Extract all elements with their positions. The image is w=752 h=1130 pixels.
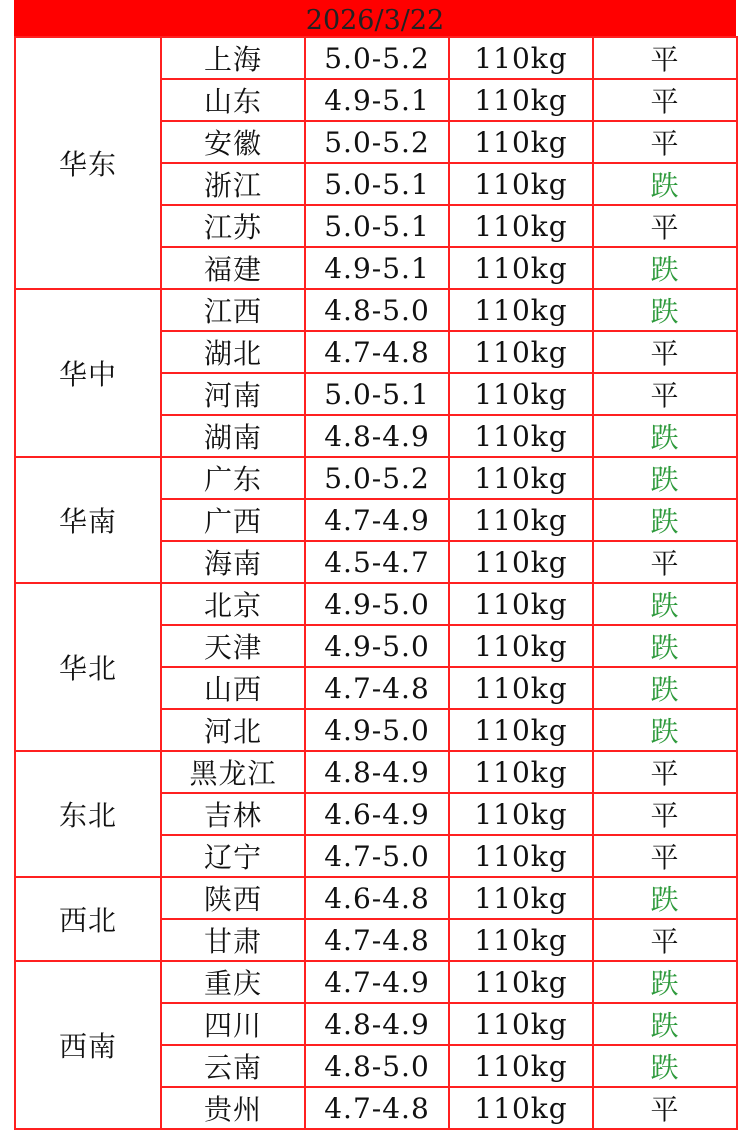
province-cell: 广西: [161, 499, 305, 541]
price-range-cell: 4.7-4.8: [305, 331, 449, 373]
province-cell: 北京: [161, 583, 305, 625]
trend-cell: 跌: [593, 709, 737, 751]
weight-cell: 110kg: [449, 541, 593, 583]
province-cell: 山西: [161, 667, 305, 709]
price-range-cell: 5.0-5.2: [305, 37, 449, 79]
trend-cell: 平: [593, 205, 737, 247]
trend-cell: 跌: [593, 583, 737, 625]
weight-cell: 110kg: [449, 1003, 593, 1045]
table-row: [15, 751, 737, 793]
table-row: [15, 289, 737, 331]
price-range-cell: 4.7-4.8: [305, 919, 449, 961]
trend-cell: 跌: [593, 457, 737, 499]
trend-cell: 平: [593, 751, 737, 793]
weight-cell: 110kg: [449, 205, 593, 247]
weight-cell: 110kg: [449, 625, 593, 667]
trend-cell: 跌: [593, 163, 737, 205]
trend-cell: 跌: [593, 625, 737, 667]
province-cell: 黑龙江: [161, 751, 305, 793]
weight-cell: 110kg: [449, 1087, 593, 1129]
province-cell: 浙江: [161, 163, 305, 205]
price-range-cell: 4.8-4.9: [305, 751, 449, 793]
trend-cell: 平: [593, 919, 737, 961]
weight-cell: 110kg: [449, 793, 593, 835]
price-table: [14, 36, 738, 1130]
weight-cell: 110kg: [449, 751, 593, 793]
table-row: [15, 961, 737, 1003]
trend-cell: 平: [593, 79, 737, 121]
weight-cell: 110kg: [449, 919, 593, 961]
trend-cell: 跌: [593, 499, 737, 541]
province-cell: 四川: [161, 1003, 305, 1045]
trend-cell: 平: [593, 37, 737, 79]
province-cell: 江西: [161, 289, 305, 331]
trend-cell: 跌: [593, 667, 737, 709]
trend-cell: 跌: [593, 1003, 737, 1045]
province-cell: 贵州: [161, 1087, 305, 1129]
weight-cell: 110kg: [449, 331, 593, 373]
weight-cell: 110kg: [449, 373, 593, 415]
province-cell: 安徽: [161, 121, 305, 163]
price-range-cell: 4.7-4.8: [305, 667, 449, 709]
table-body: [15, 37, 737, 1129]
region-cell: 华中: [15, 289, 161, 457]
price-range-cell: 4.9-5.1: [305, 247, 449, 289]
weight-cell: 110kg: [449, 583, 593, 625]
weight-cell: 110kg: [449, 415, 593, 457]
price-range-cell: 5.0-5.2: [305, 457, 449, 499]
weight-cell: 110kg: [449, 667, 593, 709]
weight-cell: 110kg: [449, 961, 593, 1003]
province-cell: 江苏: [161, 205, 305, 247]
price-range-cell: 4.9-5.0: [305, 583, 449, 625]
weight-cell: 110kg: [449, 835, 593, 877]
province-cell: 山东: [161, 79, 305, 121]
price-range-cell: 4.7-4.8: [305, 1087, 449, 1129]
region-cell: 东北: [15, 751, 161, 877]
price-range-cell: 5.0-5.1: [305, 373, 449, 415]
price-range-cell: 4.8-4.9: [305, 415, 449, 457]
region-cell: 西南: [15, 961, 161, 1129]
province-cell: 河南: [161, 373, 305, 415]
weight-cell: 110kg: [449, 457, 593, 499]
table-row: [15, 877, 737, 919]
trend-cell: 平: [593, 1087, 737, 1129]
trend-cell: 平: [593, 835, 737, 877]
weight-cell: 110kg: [449, 37, 593, 79]
province-cell: 陕西: [161, 877, 305, 919]
price-range-cell: 4.8-5.0: [305, 1045, 449, 1087]
trend-cell: 平: [593, 121, 737, 163]
province-cell: 河北: [161, 709, 305, 751]
region-cell: 华东: [15, 37, 161, 289]
weight-cell: 110kg: [449, 247, 593, 289]
province-cell: 天津: [161, 625, 305, 667]
trend-cell: 跌: [593, 877, 737, 919]
price-range-cell: 4.8-4.9: [305, 1003, 449, 1045]
date-header: 2026/3/22: [14, 0, 736, 36]
region-cell: 华南: [15, 457, 161, 583]
trend-cell: 跌: [593, 1045, 737, 1087]
price-table-container: [14, 0, 736, 1130]
region-cell: 西北: [15, 877, 161, 961]
price-range-cell: 4.9-5.0: [305, 625, 449, 667]
trend-cell: 平: [593, 541, 737, 583]
price-range-cell: 4.5-4.7: [305, 541, 449, 583]
weight-cell: 110kg: [449, 1045, 593, 1087]
province-cell: 辽宁: [161, 835, 305, 877]
price-range-cell: 5.0-5.2: [305, 121, 449, 163]
trend-cell: 跌: [593, 961, 737, 1003]
trend-cell: 平: [593, 373, 737, 415]
trend-cell: 平: [593, 331, 737, 373]
price-range-cell: 4.6-4.9: [305, 793, 449, 835]
price-range-cell: 4.7-5.0: [305, 835, 449, 877]
price-range-cell: 4.7-4.9: [305, 961, 449, 1003]
province-cell: 甘肃: [161, 919, 305, 961]
price-range-cell: 4.6-4.8: [305, 877, 449, 919]
price-range-cell: 4.9-5.1: [305, 79, 449, 121]
province-cell: 福建: [161, 247, 305, 289]
table-row: [15, 583, 737, 625]
province-cell: 吉林: [161, 793, 305, 835]
province-cell: 重庆: [161, 961, 305, 1003]
province-cell: 湖北: [161, 331, 305, 373]
weight-cell: 110kg: [449, 163, 593, 205]
weight-cell: 110kg: [449, 121, 593, 163]
weight-cell: 110kg: [449, 877, 593, 919]
province-cell: 云南: [161, 1045, 305, 1087]
weight-cell: 110kg: [449, 289, 593, 331]
trend-cell: 跌: [593, 247, 737, 289]
price-range-cell: 4.9-5.0: [305, 709, 449, 751]
table-row: [15, 37, 737, 79]
price-range-cell: 5.0-5.1: [305, 163, 449, 205]
trend-cell: 跌: [593, 415, 737, 457]
table-row: [15, 457, 737, 499]
price-range-cell: 4.7-4.9: [305, 499, 449, 541]
province-cell: 海南: [161, 541, 305, 583]
trend-cell: 跌: [593, 289, 737, 331]
price-range-cell: 5.0-5.1: [305, 205, 449, 247]
price-range-cell: 4.8-5.0: [305, 289, 449, 331]
province-cell: 湖南: [161, 415, 305, 457]
weight-cell: 110kg: [449, 709, 593, 751]
trend-cell: 平: [593, 793, 737, 835]
province-cell: 上海: [161, 37, 305, 79]
weight-cell: 110kg: [449, 499, 593, 541]
weight-cell: 110kg: [449, 79, 593, 121]
province-cell: 广东: [161, 457, 305, 499]
region-cell: 华北: [15, 583, 161, 751]
